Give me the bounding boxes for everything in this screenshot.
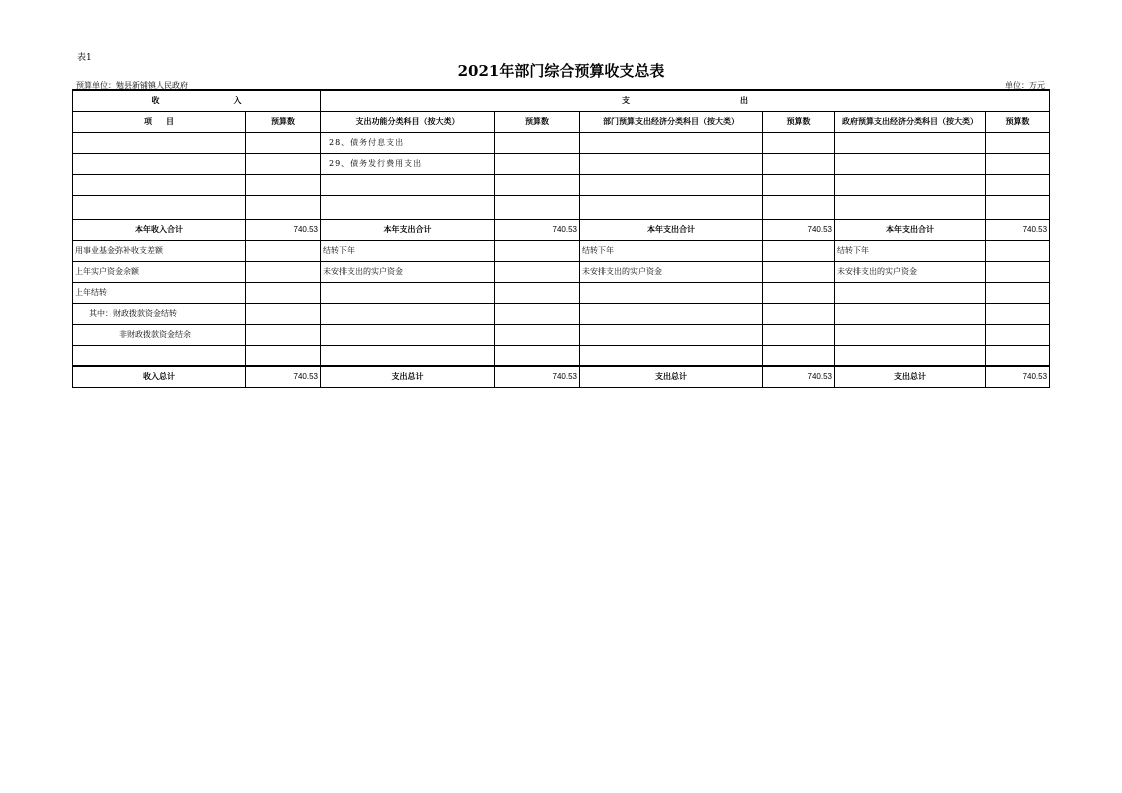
prior-carry-label: 上年结转 — [73, 282, 246, 303]
budget-summary-table — [72, 89, 1050, 388]
table-row — [73, 153, 1050, 174]
col-budget-header: 预算数 — [986, 111, 1050, 132]
year-expense-total-label: 本年支出合计 — [580, 219, 763, 240]
carry-next-label: 结转下年 — [580, 240, 763, 261]
budget-unit-label: 预算单位：勉县新铺镇人民政府 — [76, 81, 188, 90]
year-income-total-value: 740.53 — [246, 219, 321, 240]
table-row — [73, 132, 1050, 153]
table-row — [73, 174, 1050, 195]
table-row — [73, 282, 1050, 303]
year-expense-total-value: 740.53 — [986, 219, 1050, 240]
year-expense-total-label: 本年支出合计 — [835, 219, 986, 240]
currency-unit-label: 单位：万元 — [1005, 81, 1045, 90]
expense-grand-total-label: 支出总计 — [835, 366, 986, 387]
col-gov-header: 政府预算支出经济分类科目（按大类） — [835, 111, 986, 132]
unarranged-label: 未安排支出的实户资金 — [321, 261, 495, 282]
income-group-header: 收 入 — [73, 90, 321, 111]
income-grand-total-label: 收入总计 — [73, 366, 246, 387]
col-dept-header: 部门预算支出经济分类科目（按大类） — [580, 111, 763, 132]
table-row — [73, 303, 1050, 324]
table-row — [73, 195, 1050, 219]
col-budget-header: 预算数 — [763, 111, 835, 132]
unarranged-label: 未安排支出的实户资金 — [580, 261, 763, 282]
col-budget-header: 预算数 — [495, 111, 580, 132]
year-expense-total-label: 本年支出合计 — [321, 219, 495, 240]
nonfiscal-balance-label: 非财政拨款资金结余 — [73, 324, 246, 345]
expense-grand-total-value: 740.53 — [986, 366, 1050, 387]
year-expense-total-value: 740.53 — [495, 219, 580, 240]
year-expense-total-value: 740.53 — [763, 219, 835, 240]
income-grand-total-value: 740.53 — [246, 366, 321, 387]
group-header-row — [73, 90, 1050, 111]
col-budget-header: 预算数 — [246, 111, 321, 132]
year-total-row — [73, 219, 1050, 240]
carry-next-label: 结转下年 — [835, 240, 986, 261]
expense-grand-total-value: 740.53 — [763, 366, 835, 387]
expense-group-header: 支 出 — [321, 90, 1050, 111]
expense-grand-total-value: 740.53 — [495, 366, 580, 387]
col-item-header: 项 目 — [73, 111, 246, 132]
table-number: 表1 — [77, 53, 92, 63]
expense-grand-total-label: 支出总计 — [321, 366, 495, 387]
func-item: 28、债务付息支出 — [321, 132, 495, 153]
fiscal-carry-label: 其中：财政拨款资金结转 — [73, 303, 246, 324]
col-func-header: 支出功能分类科目（按大类） — [321, 111, 495, 132]
grand-total-row — [73, 366, 1050, 387]
fund-offset-label: 用事业基金弥补收支差额 — [73, 240, 246, 261]
column-header-row — [73, 111, 1050, 132]
table-row — [73, 261, 1050, 282]
unarranged-label: 未安排支出的实户资金 — [835, 261, 986, 282]
carry-next-label: 结转下年 — [321, 240, 495, 261]
func-item: 29、债务发行费用支出 — [321, 153, 495, 174]
table-row — [73, 240, 1050, 261]
year-income-total-label: 本年收入合计 — [73, 219, 246, 240]
expense-grand-total-label: 支出总计 — [580, 366, 763, 387]
table-row — [73, 324, 1050, 345]
prior-balance-label: 上年实户资金余额 — [73, 261, 246, 282]
table-row — [73, 345, 1050, 366]
page-title: 2021年部门综合预算收支总表 — [457, 62, 665, 80]
